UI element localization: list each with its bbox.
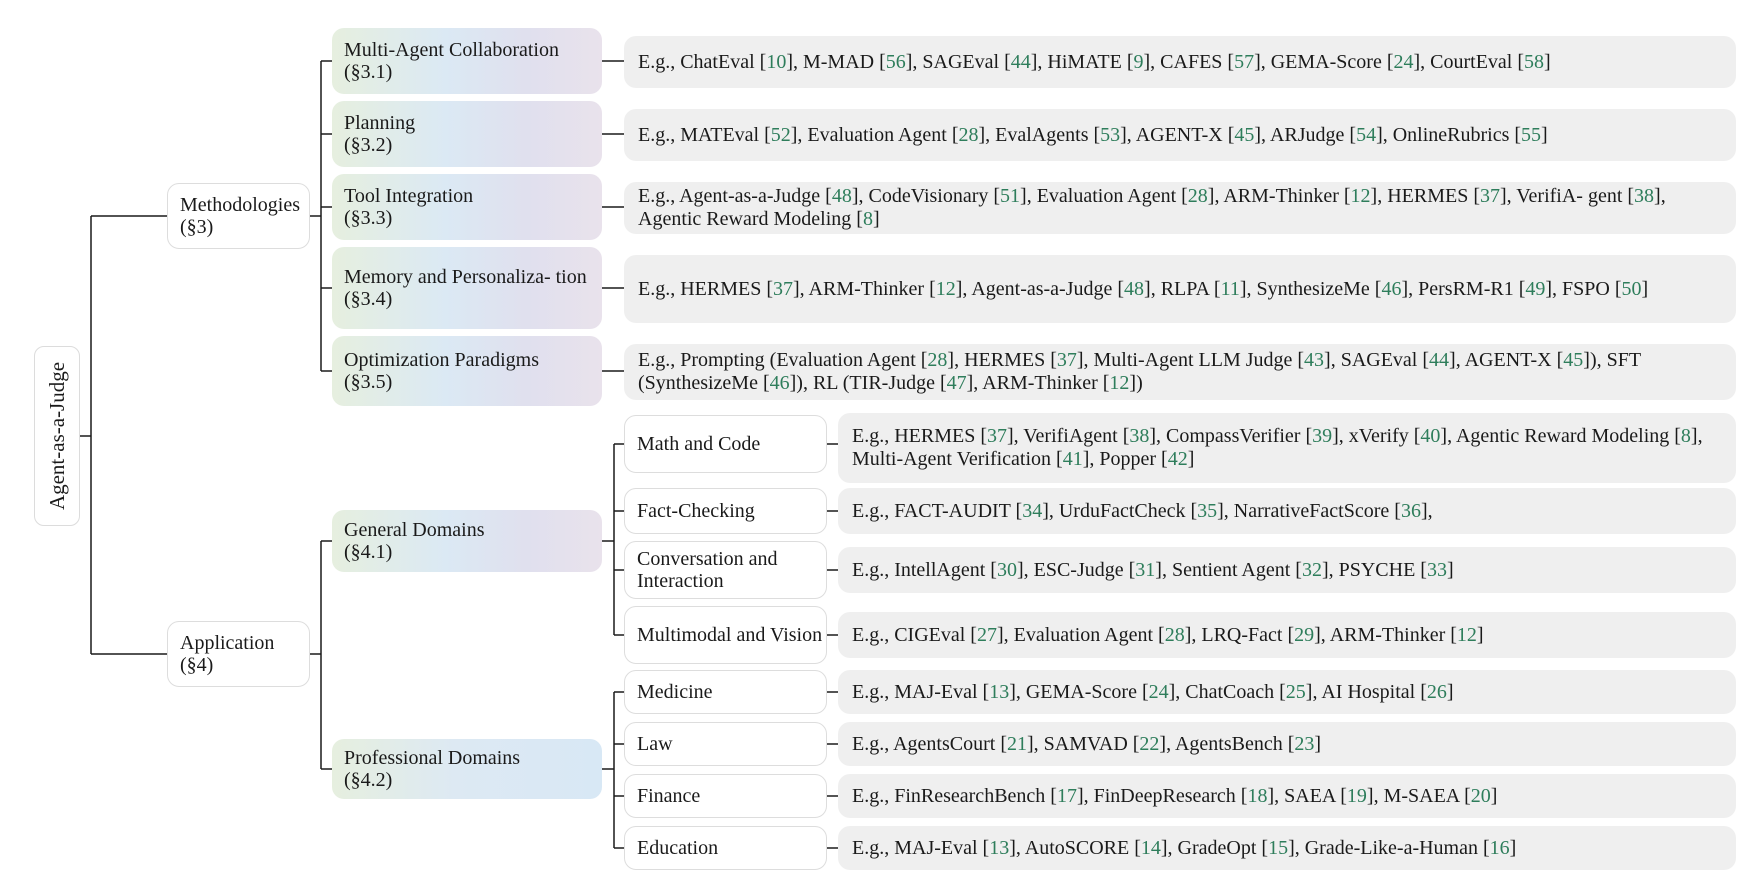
- general-domain-node-3: [624, 541, 827, 599]
- citation-number: 13: [989, 680, 1010, 703]
- example-text: ], CompassVerifier [: [1149, 425, 1313, 447]
- example-text: ], AutoSCORE [: [1009, 836, 1141, 859]
- citation-number: 30: [996, 558, 1017, 581]
- citation-number: 22: [1139, 732, 1160, 755]
- example-text: E.g., HERMES [: [638, 277, 773, 300]
- example-text: ], NarrativeFactScore [: [1217, 499, 1401, 522]
- citation-number: 23: [1294, 732, 1315, 755]
- professional-domain-node-3: [624, 774, 827, 818]
- general-domains-label: General Domains: [344, 519, 485, 541]
- methodology-examples-4: [624, 255, 1736, 323]
- citation-number: 40: [1420, 425, 1441, 447]
- citation-number: 48: [831, 185, 852, 207]
- example-text: E.g., Prompting (Evaluation Agent [: [638, 349, 928, 371]
- general-domain-examples-2-text: [852, 500, 1433, 523]
- citation-number: 34: [1022, 499, 1043, 522]
- citation-number: 28: [1187, 185, 1208, 207]
- professional-domain-label: Law: [637, 733, 673, 755]
- citation-number: 36: [1400, 499, 1421, 522]
- professional-domain-node-2: [624, 722, 827, 766]
- general-domain-examples-2: [838, 488, 1736, 534]
- professional-domain-node-1: [624, 670, 827, 714]
- citation-number: 12: [1456, 623, 1477, 646]
- methodologies-node: [167, 183, 310, 249]
- citation-number: 9: [1133, 50, 1144, 73]
- citation-number: 45: [1234, 123, 1255, 146]
- methodology-section: (§3.4): [344, 288, 393, 310]
- methodology-section: (§3.3): [344, 207, 393, 229]
- methodology-section: (§3.5): [344, 371, 393, 393]
- example-text: ]: [1314, 732, 1322, 755]
- methodology-node-5: [332, 336, 602, 406]
- example-text: ]: [872, 208, 880, 230]
- general-domain-node-4: [624, 606, 827, 664]
- citation-number: 37: [1056, 349, 1077, 371]
- example-text: ]: [1446, 680, 1454, 703]
- application-label: Application: [180, 632, 275, 654]
- citation-number: 33: [1426, 558, 1447, 581]
- general-domain-label: Fact-Checking: [637, 500, 755, 522]
- professional-domain-label: Education: [637, 837, 719, 859]
- general-domain-examples-4: [838, 612, 1736, 658]
- general-domain-examples-3-text: [852, 559, 1454, 582]
- example-text: ], Multi-Agent Verification [: [852, 425, 1703, 470]
- example-text: E.g., AgentsCourt [: [852, 732, 1007, 755]
- example-text: ],: [1420, 499, 1433, 522]
- example-text: ], UrduFactCheck [: [1042, 499, 1198, 522]
- citation-number: 8: [1680, 425, 1691, 447]
- citation-number: 39: [1312, 425, 1333, 447]
- example-text: ], M-SAEA [: [1366, 784, 1471, 807]
- citation-number: 14: [1140, 836, 1161, 859]
- methodology-node-2: [332, 101, 602, 167]
- methodology-label: Multi-Agent Collaboration: [344, 39, 559, 61]
- example-text: ], PSYCHE [: [1321, 558, 1427, 581]
- example-text: E.g., IntellAgent [: [852, 558, 997, 581]
- general-domain-label: Conversation and Interaction: [637, 548, 778, 592]
- example-text: ], Popper [: [1082, 448, 1168, 470]
- general-domain-examples-1-text: [852, 425, 1722, 471]
- example-text: ], SAGEval [: [905, 50, 1011, 73]
- citation-number: 25: [1285, 680, 1306, 703]
- professional-domains-label: Professional Domains: [344, 747, 521, 769]
- example-text: ], RLPA [: [1144, 277, 1221, 300]
- example-text: E.g., MAJ-Eval [: [852, 680, 990, 703]
- example-text: ]: [1187, 448, 1195, 470]
- citation-number: 53: [1100, 123, 1121, 146]
- citation-number: 28: [927, 349, 948, 371]
- example-text: E.g., MATEval [: [638, 123, 771, 146]
- general-domain-node-1: [624, 415, 827, 473]
- citation-number: 44: [1429, 349, 1450, 371]
- example-text: ]): [1129, 372, 1143, 394]
- example-text: ], ARM-Thinker [: [1314, 623, 1457, 646]
- example-text: ]), RL (TIR-Judge [: [789, 372, 947, 394]
- citation-number: 48: [1124, 277, 1145, 300]
- methodology-examples-5: [624, 344, 1736, 400]
- methodology-label: Tool Integration: [344, 185, 474, 207]
- general-domain-node-2: [624, 488, 827, 534]
- methodology-node-4: [332, 247, 602, 329]
- example-text: ], OnlineRubrics [: [1376, 123, 1522, 146]
- example-text: ], xVerify [: [1332, 425, 1421, 447]
- methodology-examples-1: [624, 36, 1736, 88]
- example-text: E.g., FinResearchBench [: [852, 784, 1057, 807]
- general-domain-examples-1: [838, 413, 1736, 483]
- application-section: (§4): [180, 654, 214, 676]
- citation-number: 12: [1109, 372, 1130, 394]
- example-text: ], SAEA [: [1267, 784, 1347, 807]
- methodology-examples-1-text: [638, 51, 1551, 74]
- example-text: ]), SFT (SynthesizeMe [: [638, 349, 1641, 394]
- root-node: [34, 346, 80, 526]
- citation-number: 38: [1634, 185, 1655, 207]
- methodologies-label: Methodologies: [180, 194, 300, 216]
- citation-number: 38: [1129, 425, 1150, 447]
- example-text: ], ARM-Thinker [: [966, 372, 1110, 394]
- citation-number: 19: [1346, 784, 1367, 807]
- citation-number: 35: [1197, 499, 1218, 522]
- example-text: ]: [1509, 836, 1517, 859]
- citation-number: 24: [1393, 50, 1414, 73]
- citation-number: 43: [1304, 349, 1325, 371]
- methodology-label: Memory and Personaliza- tion: [344, 266, 587, 288]
- citation-number: 15: [1268, 836, 1289, 859]
- general-domain-examples-4-text: [852, 624, 1484, 647]
- example-text: ], ARM-Thinker [: [1207, 185, 1351, 207]
- example-text: E.g., HERMES [: [852, 425, 987, 447]
- citation-number: 41: [1062, 448, 1083, 470]
- citation-number: 47: [946, 372, 967, 394]
- citation-number: 44: [1010, 50, 1031, 73]
- example-text: ], AGENT-X [: [1449, 349, 1564, 371]
- citation-number: 37: [1480, 185, 1500, 207]
- professional-domain-examples-2-text: [852, 733, 1321, 756]
- citation-number: 12: [935, 277, 956, 300]
- figure-caption: [0, 858, 1764, 888]
- citation-number: 27: [976, 623, 997, 646]
- citation-number: 24: [1148, 680, 1169, 703]
- citation-number: 31: [1135, 558, 1156, 581]
- example-text: ], Agent-as-a-Judge [: [955, 277, 1125, 300]
- general-domain-examples-3: [838, 547, 1736, 593]
- example-text: ], SynthesizeMe [: [1239, 277, 1382, 300]
- methodology-section: (§3.1): [344, 61, 393, 83]
- example-text: ], AgentsBench [: [1159, 732, 1295, 755]
- example-text: ], CAFES [: [1143, 50, 1235, 73]
- professional-domain-examples-2: [838, 722, 1736, 766]
- citation-number: 26: [1426, 680, 1447, 703]
- example-text: ], Agentic Reward Modeling [: [1440, 425, 1681, 447]
- citation-number: 51: [1000, 185, 1021, 207]
- example-text: ], Multi-Agent LLM Judge [: [1076, 349, 1305, 371]
- example-text: E.g., FACT-AUDIT [: [852, 499, 1023, 522]
- professional-domain-label: Finance: [637, 785, 701, 807]
- citation-number: 46: [769, 372, 790, 394]
- methodology-section: (§3.2): [344, 134, 393, 156]
- citation-number: 37: [987, 425, 1007, 447]
- example-text: ], VerifiAgent [: [1007, 425, 1130, 447]
- citation-number: 12: [1350, 185, 1371, 207]
- example-text: ], Sentient Agent [: [1155, 558, 1302, 581]
- professional-domain-examples-4-text: [852, 837, 1516, 860]
- example-text: ], GradeOpt [: [1160, 836, 1269, 859]
- professional-domains-node: [332, 739, 602, 799]
- example-text: ], Grade-Like-a-Human [: [1288, 836, 1490, 859]
- professional-domain-examples-1: [838, 670, 1736, 714]
- example-text: ], Evaluation Agent [: [1020, 185, 1188, 207]
- example-text: ], PersRM-R1 [: [1401, 277, 1526, 300]
- citation-number: 56: [885, 50, 906, 73]
- example-text: ], LRQ-Fact [: [1184, 623, 1295, 646]
- example-text: ]: [1446, 558, 1454, 581]
- example-text: ], FSPO [: [1545, 277, 1622, 300]
- example-text: ], HERMES [: [1370, 185, 1480, 207]
- citation-number: 21: [1007, 732, 1027, 755]
- citation-number: 8: [862, 208, 873, 230]
- citation-number: 42: [1167, 448, 1188, 470]
- general-domain-label: Math and Code: [637, 433, 761, 455]
- example-text: ], CodeVisionary [: [851, 185, 1001, 207]
- example-text: ]: [1541, 123, 1548, 146]
- example-text: ], M-MAD [: [786, 50, 886, 73]
- citation-number: 17: [1056, 784, 1077, 807]
- methodology-examples-4-text: [638, 278, 1648, 301]
- example-text: ], ARM-Thinker [: [793, 277, 936, 300]
- professional-domains-section: (§4.2): [344, 769, 393, 791]
- example-text: ]: [1641, 277, 1649, 300]
- example-text: ], HERMES [: [947, 349, 1057, 371]
- example-text: ], CourtEval [: [1413, 50, 1525, 73]
- professional-domain-examples-1-text: [852, 681, 1454, 704]
- citation-number: 28: [1164, 623, 1185, 646]
- citation-number: 52: [770, 123, 791, 146]
- example-text: ]: [1544, 50, 1551, 73]
- general-domains-section: (§4.1): [344, 541, 393, 563]
- application-node: [167, 621, 310, 687]
- example-text: ]: [1490, 784, 1498, 807]
- example-text: ], AI Hospital [: [1305, 680, 1427, 703]
- general-domain-label: Multimodal and Vision: [637, 624, 823, 646]
- example-text: ], ESC-Judge [: [1016, 558, 1136, 581]
- methodology-examples-2-text: [638, 124, 1548, 147]
- citation-number: 46: [1381, 277, 1402, 300]
- methodologies-section: (§3): [180, 216, 214, 238]
- citation-number: 37: [773, 277, 793, 300]
- example-text: ], Agentic Reward Modeling [: [638, 185, 1666, 230]
- methodology-label: Planning: [344, 112, 416, 134]
- methodology-examples-3-text: [638, 185, 1722, 231]
- example-text: ], ARJudge [: [1254, 123, 1357, 146]
- example-text: ], GEMA-Score [: [1009, 680, 1149, 703]
- citation-number: 18: [1247, 784, 1268, 807]
- example-text: ], VerifiA- gent [: [1500, 185, 1635, 207]
- example-text: ], EvalAgents [: [978, 123, 1101, 146]
- example-text: ], SAGEval [: [1324, 349, 1430, 371]
- citation-number: 55: [1521, 123, 1542, 146]
- citation-number: 13: [989, 836, 1010, 859]
- example-text: ], HiMATE [: [1030, 50, 1134, 73]
- example-text: ], ChatCoach [: [1168, 680, 1286, 703]
- example-text: ], Evaluation Agent [: [790, 123, 959, 146]
- citation-number: 50: [1621, 277, 1642, 300]
- example-text: ], FinDeepResearch [: [1076, 784, 1248, 807]
- methodology-examples-2: [624, 109, 1736, 161]
- citation-number: 28: [958, 123, 979, 146]
- citation-number: 16: [1489, 836, 1510, 859]
- citation-number: 29: [1294, 623, 1315, 646]
- example-text: E.g., CIGEval [: [852, 623, 977, 646]
- example-text: E.g., MAJ-Eval [: [852, 836, 990, 859]
- example-text: E.g., Agent-as-a-Judge [: [638, 185, 832, 207]
- professional-domain-examples-3: [838, 774, 1736, 818]
- citation-number: 20: [1470, 784, 1491, 807]
- professional-domain-examples-3-text: [852, 785, 1497, 808]
- methodology-node-1: [332, 28, 602, 94]
- methodology-examples-5-text: [638, 349, 1722, 395]
- example-text: E.g., ChatEval [: [638, 50, 767, 73]
- professional-domain-label: Medicine: [637, 681, 713, 703]
- citation-number: 32: [1301, 558, 1322, 581]
- methodology-label: Optimization Paradigms: [344, 349, 539, 371]
- general-domains-node: [332, 510, 602, 572]
- methodology-examples-3: [624, 182, 1736, 234]
- example-text: ], GEMA-Score [: [1254, 50, 1394, 73]
- example-text: ], Evaluation Agent [: [996, 623, 1165, 646]
- citation-number: 10: [766, 50, 787, 73]
- citation-number: 58: [1524, 50, 1545, 73]
- citation-number: 49: [1525, 277, 1546, 300]
- citation-number: 45: [1563, 349, 1584, 371]
- root-label: Agent-as-a-Judge: [45, 361, 70, 511]
- example-text: ], SAMVAD [: [1027, 732, 1140, 755]
- citation-number: 57: [1234, 50, 1255, 73]
- example-text: ]: [1476, 623, 1484, 646]
- citation-number: 11: [1220, 277, 1240, 300]
- example-text: ], AGENT-X [: [1120, 123, 1235, 146]
- methodology-node-3: [332, 174, 602, 240]
- citation-number: 54: [1356, 123, 1377, 146]
